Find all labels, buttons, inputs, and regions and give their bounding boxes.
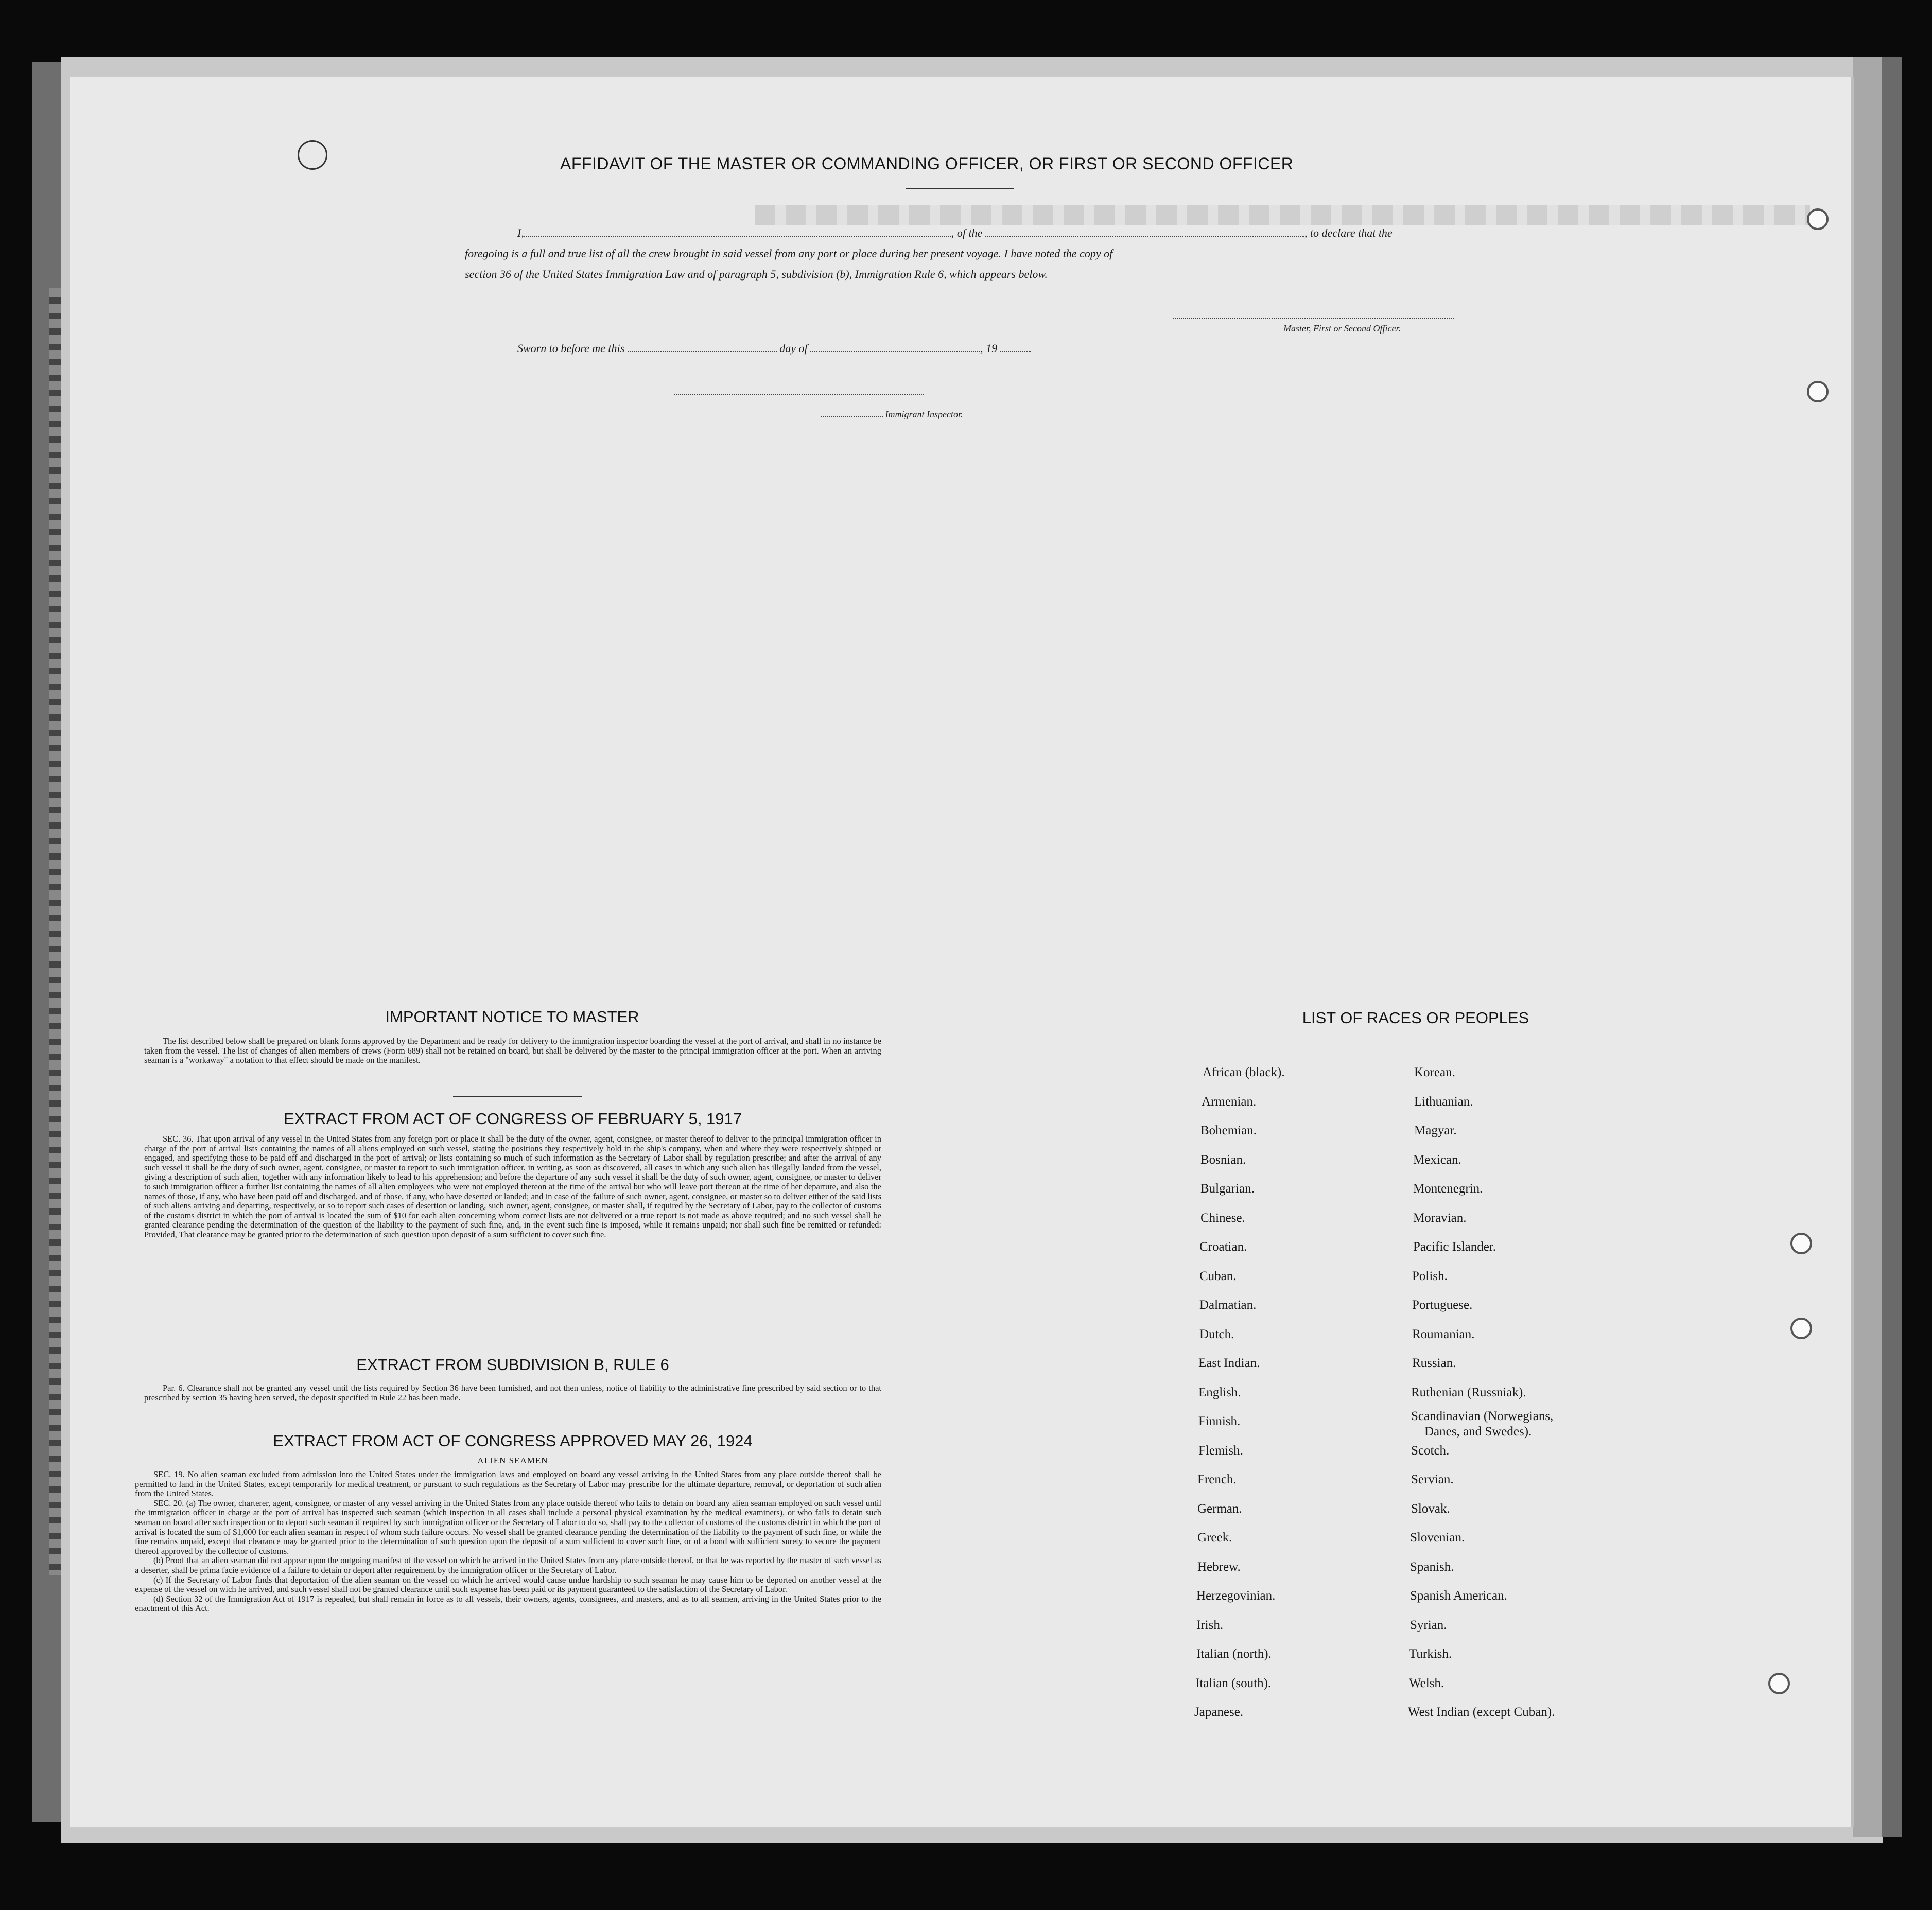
notice-body: [144, 1037, 881, 1065]
race-item: Hebrew.: [1197, 1560, 1241, 1574]
month-blank[interactable]: [810, 341, 980, 352]
signature-label: Master, First or Second Officer.: [1283, 323, 1401, 334]
race-item: Irish.: [1196, 1618, 1224, 1632]
affidavit-line-1: [517, 223, 1393, 243]
race-item: Cuban.: [1199, 1269, 1237, 1283]
race-item: Bulgarian.: [1200, 1182, 1255, 1196]
inspector-label: [821, 409, 963, 420]
rule6-paragraph: Par. 6. Clearance shall not be granted any vessel until the lists required by Section 36 have been furnished, and not then unless, notice of liability to the administrative fine prescribed by said section or to that prescribed by section 35 having been served, the deposit specified in Rule 22 has been made.: [144, 1383, 881, 1403]
race-item: Japanese.: [1194, 1705, 1244, 1719]
race-item: African (black).: [1203, 1065, 1285, 1079]
affidavit-line-2: foregoing is a full and true list of all the crew brought in said vessel from any port or place during her present voyage. I have noted the copy of: [465, 247, 1113, 260]
race-item: Scotch.: [1411, 1444, 1450, 1458]
year-blank[interactable]: [1000, 341, 1031, 352]
divider: [453, 1096, 582, 1097]
race-item: Croatian.: [1199, 1240, 1247, 1254]
vessel-blank[interactable]: [985, 225, 1304, 237]
race-item: Danes, and Swedes).: [1424, 1425, 1532, 1439]
race-item: Finnish.: [1198, 1414, 1241, 1428]
section-20d-paragraph: (d) Section 32 of the Immigration Act of 1917 is repealed, but shall remain in force as to all vessels, their owners, agents, consignees, and masters, and as to all seamen, arriving in the United States prior to the enactment of this Act.: [135, 1593, 881, 1614]
race-item: German.: [1197, 1502, 1242, 1516]
race-item: Dutch.: [1199, 1327, 1234, 1341]
extract-1924-title: EXTRACT FROM ACT OF CONGRESS APPROVED MAY 26, 1924: [273, 1432, 753, 1450]
races-title: LIST OF RACES OR PEOPLES: [1302, 1009, 1529, 1027]
section-20b-paragraph: (b) Proof that an alien seaman did not appear upon the outgoing manifest of the vessel on which he arrived in the United States from any place outside thereof, or that he was reported by the master of such vessel as a deserter, shall be prima facie evidence of a failure to detain or deport after requirement by the immigration officer or the Secretary of Labor.: [135, 1555, 881, 1575]
race-item: Ruthenian (Russniak).: [1411, 1386, 1526, 1399]
race-item: Portuguese.: [1412, 1298, 1473, 1312]
section-36-paragraph: SEC. 36. That upon arrival of any vessel in the United States from any foreign port or place it shall be the duty of the owner, agent, consignee, or master thereof to deliver to the principal immigration officer in charge of the port of arrival lists containing the names of all aliens employed on such vessel, stating the positions they respectively hold in the ship's company, when and where they were respectively shipped or engaged, and specifying those to be paid off and discharged in the port of arrival; or lists containing so much of such information as the Secretary of Labor shall by regulation prescribe; and after the arrival of any such vessel it shall be the duty of such owner, agent, consignee, or master to report to such immigration officer, in writing, as soon as discovered, all cases in which any such alien has illegally landed from the vessel, giving a description of such alien, together with any information likely to lead to his apprehension; and before the departure of any such vessel it shall be the duty of such owner, agent, consignee, or master to deliver to such immigration officer a further list containing the names of all alien employees who were not employed thereon at the time of the arrival but who will leave port thereon at the time of her departure, and also the names of those, if any, who have been paid off and discharged, and of those, if any, who have deserted or landed; and in case of the failure of such owner, agent, consignee, or master so to deliver either of the said lists of such aliens arriving and departing, respectively, or so to report such cases of desertion or landing, such owner, agent, consignee, or master shall, if required by the Secretary of Labor, pay to the collector of customs of the customs district in which the port of arrival is located the sum of $10 for each alien concerning whom correct lists are not delivered or a true report is not made as above required; and no such vessel shall be granted clearance pending the determination of the question of the liability to the payment of such fine, and, in the event such fine is imposed, while it remains unpaid; nor shall such fine be remitted or refunded: Provided, That clearance may be granted prior to the determination of such question upon deposit of a sum sufficient to cover such fine.: [144, 1134, 881, 1239]
punch-hole: [1768, 1673, 1790, 1694]
signature-line: [1173, 318, 1454, 319]
race-item: Slovak.: [1411, 1502, 1450, 1516]
section-20a-paragraph: SEC. 20. (a) The owner, charterer, agent, consignee, or master of any vessel arriving in the United States from any place outside thereof who fails to detain on board any alien seaman employed on such vessel until the immigration officer in charge at the port of arrival has inspected such seaman (which inspection in all cases shall include a personal physical examination by the medical examiners), or who fails to detain such seaman on board after such inspection or to deport such seaman if required by such immigration officer or the Secretary of Labor to do so, shall pay to the collector of customs of the customs district in which the port of arrival is located the sum of $1,000 for each alien seaman in respect of whom such failure occurs. No vessel shall be granted clearance pending the determination of the liability to the payment of such fine, or while the fine remains unpaid, except that clearance may be granted prior to the determination of such question upon the deposit of a sum sufficient to cover such fine, or of a bond with sufficient surety to secure the payment thereof approved by the collector of customs.: [135, 1498, 881, 1556]
section-20c-paragraph: (c) If the Secretary of Labor finds that deportation of the alien seaman on the vessel on which he arrived would cause undue hardship to such seaman he may cause him to be deported on another vessel at the expense of the vessel on wich he arrived, and such vessel shall not be granted clearance until such expense has been paid or its payment guaranteed to the satisfaction of the Secretary of Labor.: [135, 1574, 881, 1594]
race-item: Polish.: [1412, 1269, 1448, 1283]
race-item: Slovenian.: [1410, 1531, 1465, 1545]
race-item: Bosnian.: [1200, 1153, 1246, 1167]
affidavit-line-1-c: , to declare that the: [1304, 226, 1393, 239]
races-right-column: [1408, 1065, 1655, 1734]
race-item: Spanish.: [1410, 1560, 1454, 1574]
sworn-a: Sworn to before me this: [517, 342, 625, 355]
affidavit-line-1-a: I,: [517, 226, 524, 239]
notice-paragraph: The list described below shall be prepared on blank forms approved by the Department and be ready for delivery to the immigration inspector boarding the vessel at the port of arrival, and shall in no instance be taken from the vessel. The list of changes of alien members of crews (Form 689) shall not be retained on board, but shall be delivered by the master to the principal immigration officer at the port. When an arriving seaman is a "workaway" a notation to that effect should be made on the manifest.: [144, 1036, 881, 1065]
race-item: Chinese.: [1200, 1211, 1245, 1225]
races-left-column: [1194, 1065, 1400, 1734]
alien-seamen-subtitle: ALIEN SEAMEN: [477, 1456, 548, 1465]
sworn-b: day of: [779, 342, 808, 355]
name-blank[interactable]: [524, 225, 951, 237]
sworn-line: [517, 339, 1031, 358]
race-item: Italian (south).: [1195, 1676, 1272, 1690]
punch-hole: [1790, 1233, 1812, 1254]
race-item: Italian (north).: [1196, 1647, 1272, 1661]
race-item: English.: [1198, 1386, 1241, 1399]
race-item: Lithuanian.: [1414, 1095, 1473, 1109]
race-item: Bohemian.: [1200, 1124, 1257, 1137]
race-item: Armenian.: [1202, 1095, 1257, 1109]
extract-rule6-title: EXTRACT FROM SUBDIVISION B, RULE 6: [356, 1356, 669, 1374]
race-item: Korean.: [1414, 1065, 1455, 1079]
race-item: Magyar.: [1414, 1124, 1457, 1137]
punch-hole: [1807, 381, 1829, 402]
race-item: Dalmatian.: [1199, 1298, 1257, 1312]
extract-rule6-body: [144, 1383, 881, 1403]
punch-hole: [1790, 1318, 1812, 1339]
race-item: Spanish American.: [1410, 1589, 1507, 1603]
race-item: Herzegovinian.: [1196, 1589, 1276, 1603]
race-item: Flemish.: [1198, 1444, 1243, 1458]
pen-circle-mark: [298, 140, 327, 170]
extract-1917-body: [144, 1134, 881, 1240]
extract-1917-title: EXTRACT FROM ACT OF CONGRESS OF FEBRUARY 5, 1917: [283, 1110, 742, 1128]
race-item: French.: [1197, 1473, 1237, 1486]
race-item: Mexican.: [1413, 1153, 1461, 1167]
sworn-c: , 19: [980, 342, 998, 355]
day-blank[interactable]: [628, 341, 777, 352]
inspector-signature-line: [674, 394, 924, 395]
race-item: Russian.: [1412, 1356, 1456, 1370]
left-binding-tape: [49, 288, 62, 1575]
inspector-label-text: Immigrant Inspector.: [885, 409, 963, 419]
race-item: Pacific Islander.: [1413, 1240, 1496, 1254]
race-item: Montenegrin.: [1413, 1182, 1483, 1196]
affidavit-title: AFFIDAVIT OF THE MASTER OR COMMANDING OFFICER, OR FIRST OR SECOND OFFICER: [560, 154, 1294, 173]
race-item: East Indian.: [1198, 1356, 1260, 1370]
race-item: Turkish.: [1409, 1647, 1452, 1661]
extract-1924-body: [135, 1470, 881, 1614]
race-item: Welsh.: [1409, 1676, 1444, 1690]
race-item: West Indian (except Cuban).: [1408, 1705, 1555, 1719]
punch-hole: [1807, 208, 1829, 230]
race-item: Greek.: [1197, 1531, 1232, 1545]
race-item: Scandinavian (Norwegians,: [1411, 1409, 1554, 1423]
race-item: Roumanian.: [1412, 1327, 1475, 1341]
race-item: Syrian.: [1410, 1618, 1447, 1632]
affidavit-line-1-b: , of the: [951, 226, 983, 239]
race-item: Moravian.: [1413, 1211, 1467, 1225]
affidavit-line-3: section 36 of the United States Immigration Law and of paragraph 5, subdivision (b), Immigration Rule 6, which appears below.: [465, 268, 1048, 281]
section-19-paragraph: SEC. 19. No alien seaman excluded from admission into the United States under the immigration laws and employed on board any vessel arriving in the United States from any place outside thereof shall be permitted to land in the United States, except temporarily for medical treatment, or pursuant to such regulations as the Secretary of Labor may prescribe for the ultimate departure, removal, or deportation of such alien from the United States.: [135, 1469, 881, 1499]
race-item: Servian.: [1411, 1473, 1454, 1486]
bleed-through-header: [755, 205, 1810, 225]
right-page-edges-dark: [1882, 57, 1902, 1837]
title-underline: [906, 188, 1014, 189]
notice-title: IMPORTANT NOTICE TO MASTER: [385, 1008, 639, 1026]
